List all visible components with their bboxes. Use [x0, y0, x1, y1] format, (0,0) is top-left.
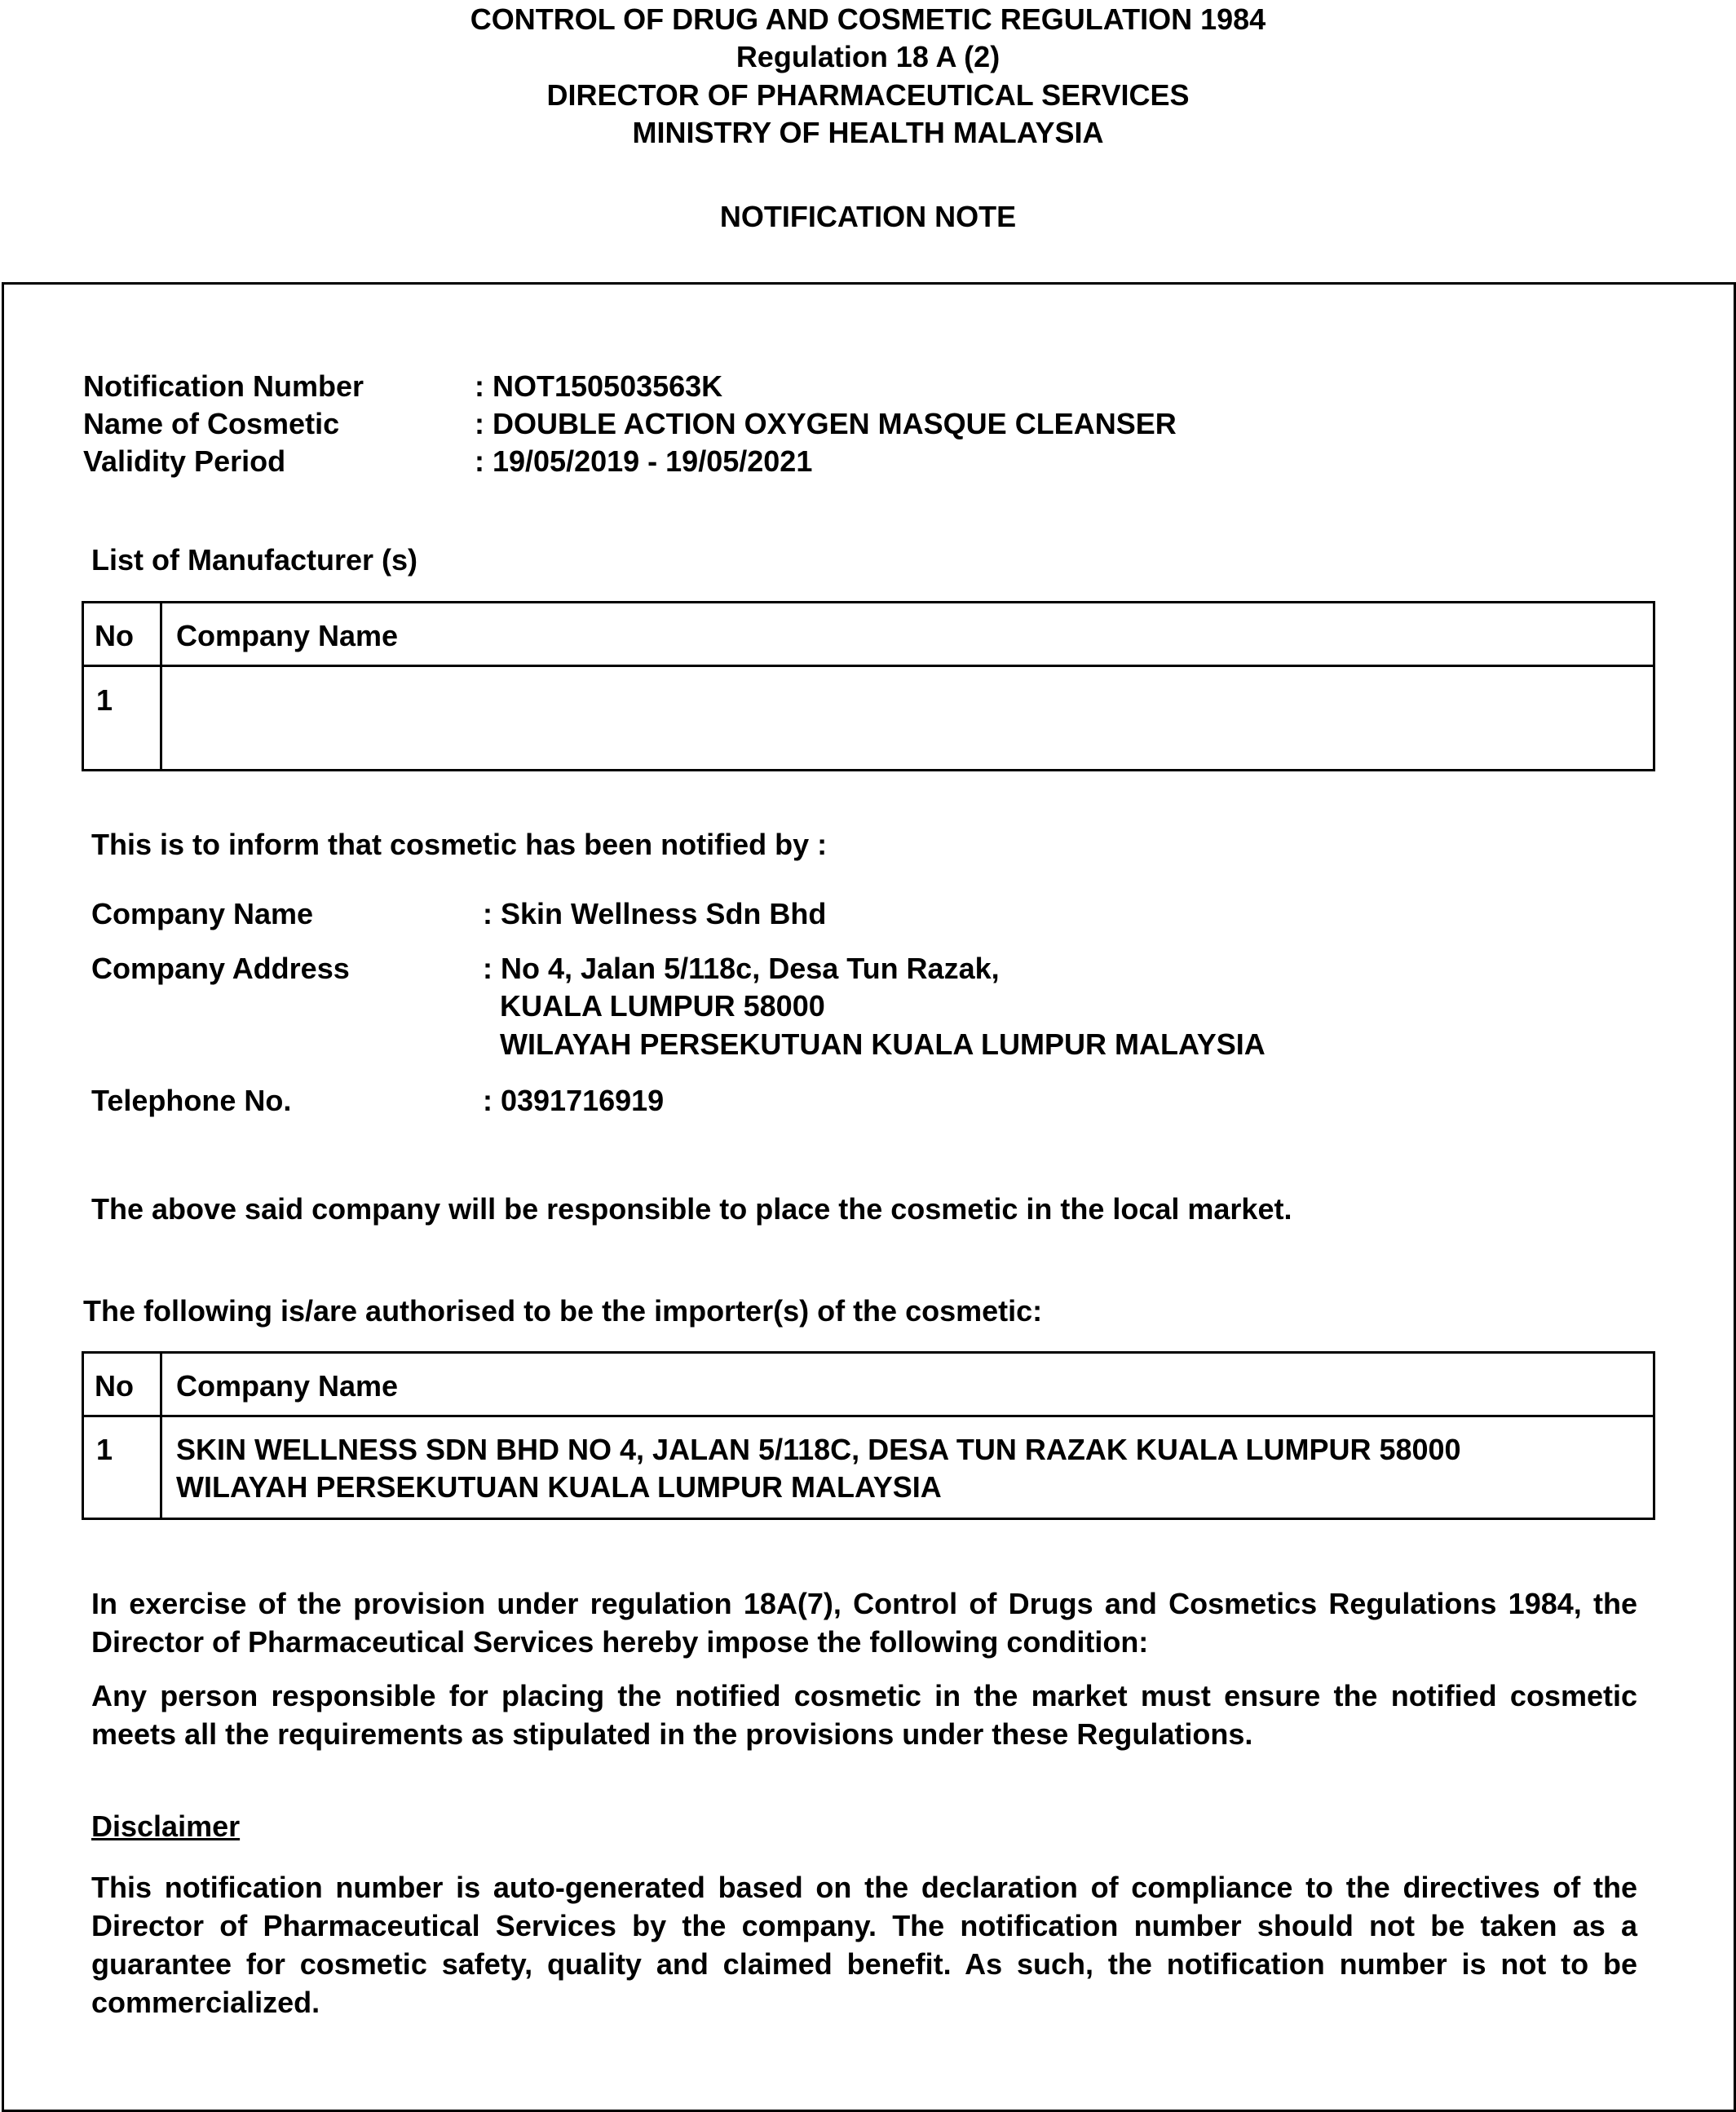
table-border-bottom: [82, 1518, 1655, 1520]
validity-period-label: Validity Period: [83, 444, 286, 478]
table-border-bottom: [82, 769, 1655, 771]
notification-number-value: : NOT150503563K: [475, 369, 723, 403]
company-address-line-1: : No 4, Jalan 5/118c, Desa Tun Razak,: [483, 952, 1000, 985]
table-border-header: [82, 1415, 1655, 1417]
cosmetic-name-label: Name of Cosmetic: [83, 407, 340, 440]
table-border-divider: [160, 601, 162, 771]
header-line-3: DIRECTOR OF PHARMACEUTICAL SERVICES: [546, 78, 1190, 112]
manufacturers-col-company: Company Name: [176, 619, 399, 652]
responsibility-statement: The above said company will be responsible to place the cosmetic in the local market.: [91, 1192, 1292, 1226]
company-name-label: Company Name: [91, 897, 314, 930]
importers-col-company: Company Name: [176, 1369, 399, 1403]
table-border-divider: [160, 1351, 162, 1520]
notification-number-label: Notification Number: [83, 369, 364, 403]
table-border-top: [82, 601, 1655, 603]
importers-row-company-line-2: WILAYAH PERSEKUTUAN KUALA LUMPUR MALAYSIA: [176, 1470, 942, 1504]
header-line-4: MINISTRY OF HEALTH MALAYSIA: [632, 116, 1104, 149]
company-address-line-3: WILAYAH PERSEKUTUAN KUALA LUMPUR MALAYSIA: [500, 1027, 1266, 1061]
importers-col-no: No: [95, 1369, 134, 1403]
disclaimer-heading: Disclaimer: [91, 1809, 241, 1843]
manufacturers-row-no: 1: [96, 683, 113, 717]
table-border-left: [82, 1351, 84, 1520]
condition-paragraph-1: In exercise of the provision under regulation 18A(7), Control of Drugs and Cosmetics Regulations 1984, the Director of Pharmaceutical Services hereby impose the following condition:: [91, 1587, 1637, 1659]
telephone-label: Telephone No.: [91, 1084, 292, 1117]
table-border-right: [1653, 601, 1655, 771]
condition-paragraph-2: Any person responsible for placing the notified cosmetic in the market must ensure the notified cosmetic meets all the requirements as stipulated in the provisions under these Regulations.: [91, 1679, 1637, 1751]
manufacturers-heading: List of Manufacturer (s): [91, 543, 418, 577]
notifier-intro: This is to inform that cosmetic has been notified by :: [91, 828, 828, 861]
header-line-1: CONTROL OF DRUG AND COSMETIC REGULATION 1984: [470, 2, 1266, 36]
table-border-top: [82, 1351, 1655, 1354]
table-border-header: [82, 665, 1655, 667]
company-address-label: Company Address: [91, 952, 350, 985]
table-border-left: [82, 601, 84, 771]
validity-period-value: : 19/05/2019 - 19/05/2021: [475, 444, 813, 478]
header-line-2: Regulation 18 A (2): [735, 40, 1001, 73]
disclaimer-text: This notification number is auto-generated based on the declaration of compliance to the directives of the Director of Pharmaceutical Services by the company. The notification number should not be taken as a guarantee for cosmetic safety, quality and claimed benefit. As such, the notification number is not to be commercialized.: [91, 1871, 1637, 2019]
company-name-value: : Skin Wellness Sdn Bhd: [483, 897, 827, 930]
importers-row-company-line-1: SKIN WELLNESS SDN BHD NO 4, JALAN 5/118C, DESA TUN RAZAK KUALA LUMPUR 58000: [176, 1433, 1461, 1466]
company-address-line-2: KUALA LUMPUR 58000: [500, 989, 825, 1023]
table-border-right: [1653, 1351, 1655, 1520]
telephone-value: : 0391716919: [483, 1084, 665, 1117]
cosmetic-name-value: : DOUBLE ACTION OXYGEN MASQUE CLEANSER: [475, 407, 1177, 440]
page-title: NOTIFICATION NOTE: [719, 200, 1017, 233]
importers-heading: The following is/are authorised to be the importer(s) of the cosmetic:: [83, 1294, 1043, 1328]
manufacturers-col-no: No: [95, 619, 134, 652]
importers-row-no: 1: [96, 1433, 113, 1466]
